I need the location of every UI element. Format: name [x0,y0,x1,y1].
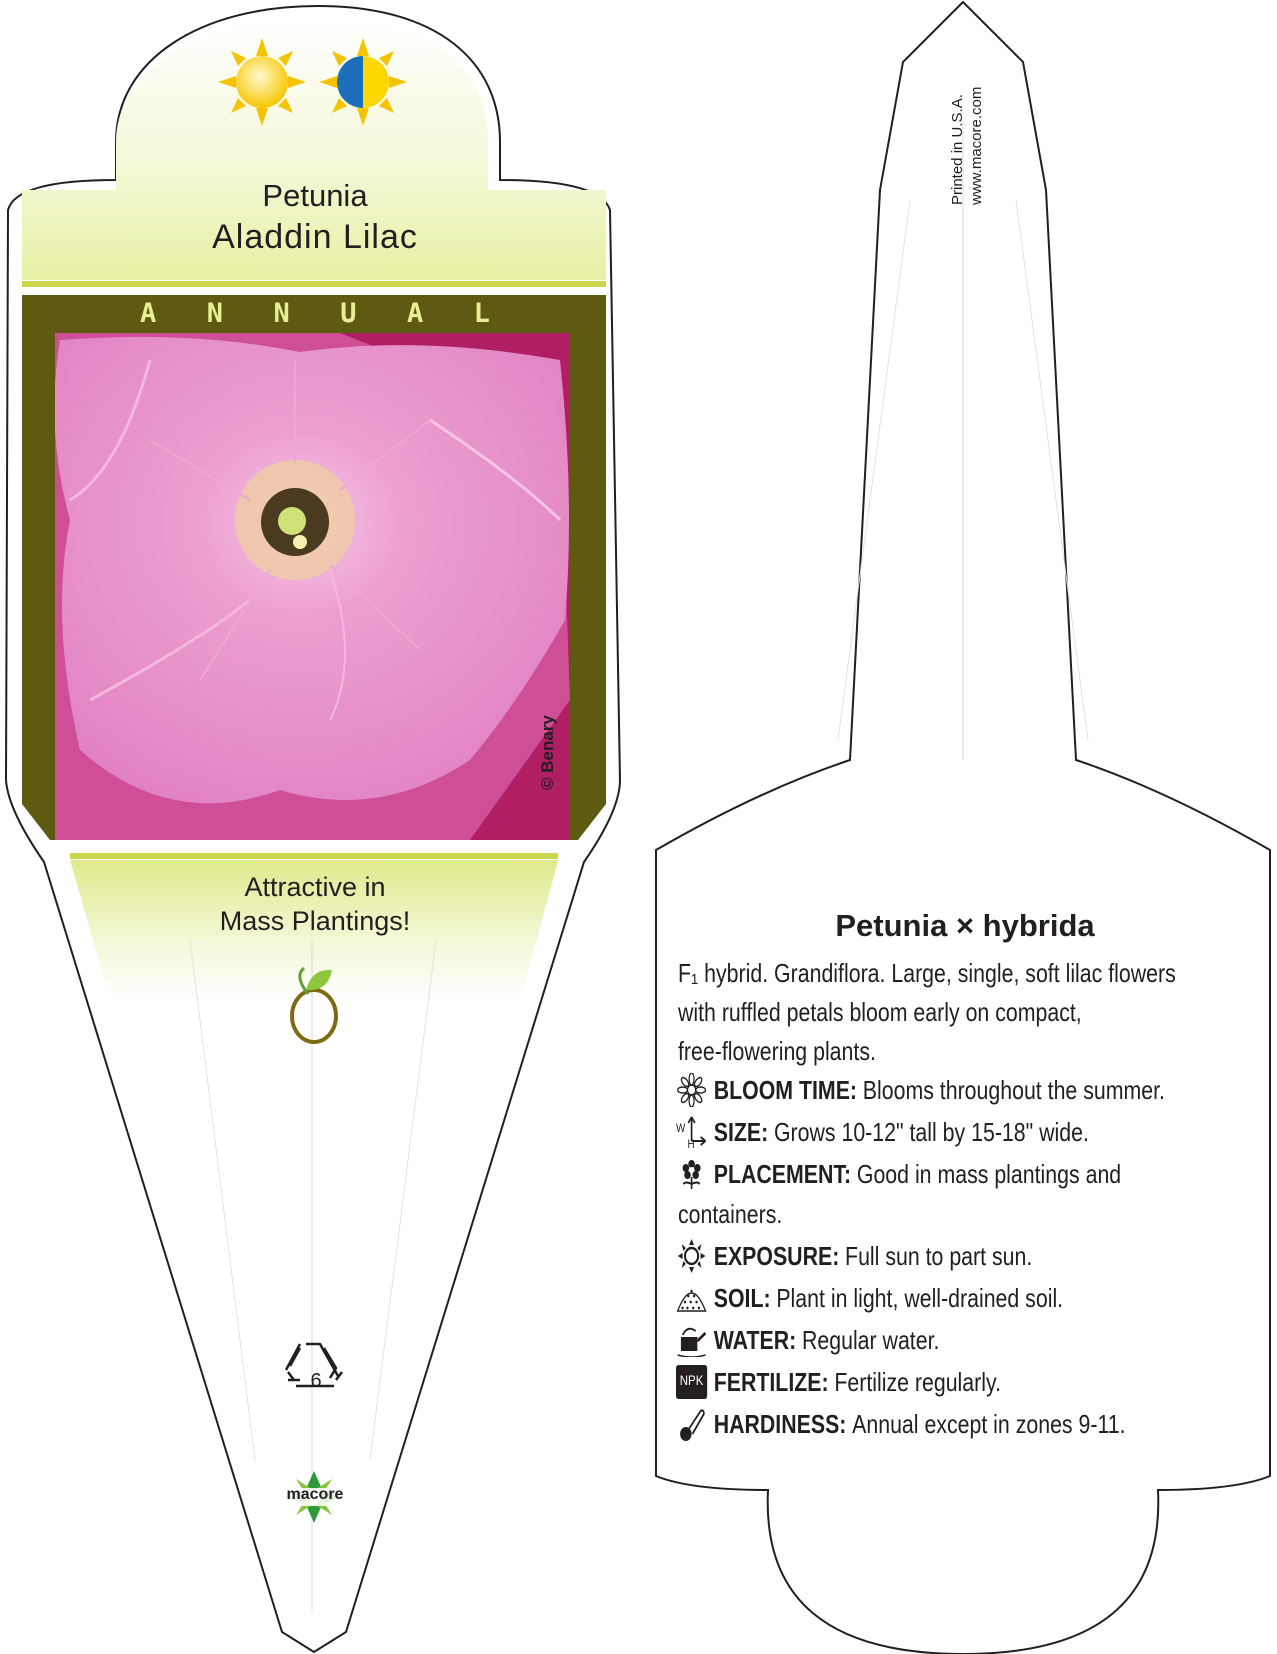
care-row-fertilize [676,1365,1266,1399]
flower-photo [54,333,570,840]
description-line: with ruffled petals bloom early on compact, [678,997,1082,1027]
care-label: HARDINESS: [713,1408,847,1439]
brand-name: macore [286,1486,344,1503]
part-sun-icon [319,38,407,126]
category-letter: N [273,298,290,329]
tagline-line: Mass Plantings! [219,906,411,936]
tagline-line: Attractive in [244,872,386,902]
full-sun-icon [218,38,306,126]
care-label: EXPOSURE: [713,1240,840,1271]
care-text: Annual except in zones 9-11. [852,1408,1126,1439]
care-text: Full sun to part sun. [845,1240,1033,1271]
category-letter: A [140,298,157,329]
npk-label: NPK [679,1372,704,1388]
care-text: Good in mass plantings and [856,1158,1122,1189]
care-text: Blooms throughout the summer. [862,1074,1165,1105]
placement-flower-icon [676,1157,707,1191]
care-row-water [676,1323,1266,1357]
variety-name: Aladdin Lilac [212,218,418,256]
watering-can-icon [676,1323,707,1357]
category-letter: U [340,298,357,329]
care-row-exposure [676,1239,1266,1273]
care-label: SOIL: [713,1282,771,1313]
care-row-placement [676,1157,1266,1191]
description [678,954,1244,1071]
sun-outline-icon [676,1239,707,1273]
care-text: Plant in light, well-drained soil. [776,1282,1064,1313]
care-label: WATER: [713,1324,797,1355]
npk-fertilizer-icon [676,1365,707,1399]
print-info [948,87,986,205]
common-name: Petunia [262,178,368,213]
care-text: Grows 10-12" tall by 15-18" wide. [773,1116,1089,1147]
recycle-number: 6 [310,1370,322,1392]
care-label: SIZE: [713,1116,769,1147]
website: www.macore.com [968,86,985,205]
care-row-bloom-time [676,1073,1266,1107]
care-text: Fertilize regularly. [834,1366,1002,1397]
soil-mound-icon [676,1281,707,1315]
placement-continued: containers. [678,1199,783,1229]
description-line: F₁ hybrid. Grandiflora. Large, single, soft lilac flowers [678,958,1176,988]
size-width-label: W [676,1121,686,1135]
care-label: FERTILIZE: [713,1366,829,1397]
photo-credit: © Benary [538,715,557,790]
category-letter: L [473,298,490,329]
flower-icon [676,1073,707,1107]
care-row-size [676,1115,1266,1149]
category-label [140,298,490,329]
care-row-soil [676,1281,1266,1315]
thermometer-icon [676,1407,707,1441]
botanical-name: Petunia × hybrida [835,908,1095,943]
care-text: Regular water. [801,1324,940,1355]
care-label: BLOOM TIME: [713,1074,858,1105]
care-row-hardiness [676,1407,1266,1441]
category-letter: A [406,298,424,329]
category-letter: N [206,298,223,329]
care-label: PLACEMENT: [713,1158,852,1189]
size-arrows-icon [676,1115,707,1149]
tagline [140,870,490,938]
print-line: Printed in U.S.A. [949,94,966,205]
size-height-label: H [687,1137,695,1151]
description-line: free-flowering plants. [678,1036,876,1066]
